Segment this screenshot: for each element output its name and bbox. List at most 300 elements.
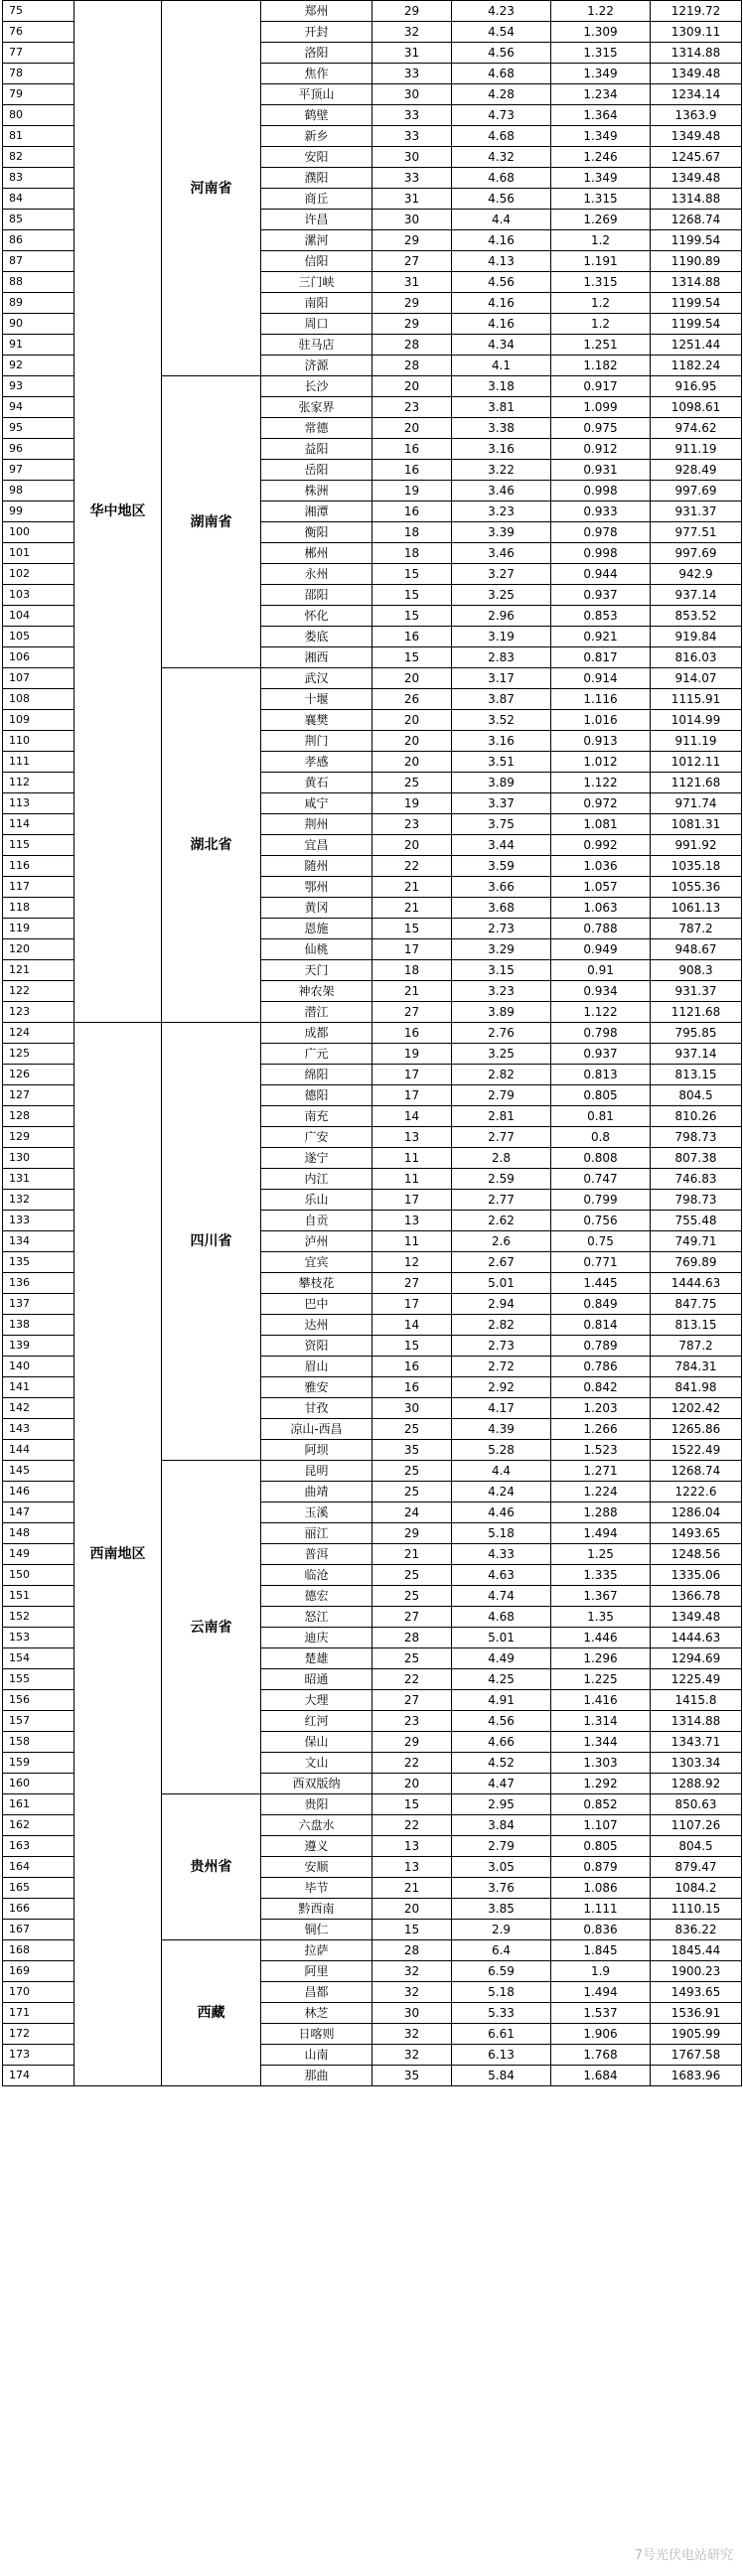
value-cell-1: 25 <box>372 1586 452 1607</box>
value-cell-3: 0.8 <box>551 1127 651 1148</box>
row-number-cell: 85 <box>3 210 74 230</box>
value-cell-1: 32 <box>372 2045 452 2066</box>
row-number-cell: 161 <box>3 1794 74 1815</box>
value-cell-3: 1.25 <box>551 1544 651 1565</box>
value-cell-3: 1.335 <box>551 1565 651 1586</box>
value-cell-2: 4.54 <box>452 22 551 43</box>
value-cell-2: 4.32 <box>452 147 551 168</box>
value-cell-1: 17 <box>372 1190 452 1211</box>
value-cell-3: 1.9 <box>551 1961 651 1982</box>
value-cell-2: 4.56 <box>452 43 551 64</box>
city-cell: 仙桃 <box>261 939 372 960</box>
value-cell-2: 3.18 <box>452 376 551 397</box>
value-cell-1: 14 <box>372 1106 452 1127</box>
value-cell-2: 2.8 <box>452 1148 551 1169</box>
row-number-cell: 149 <box>3 1544 74 1565</box>
value-cell-3: 0.808 <box>551 1148 651 1169</box>
city-cell: 湘西 <box>261 647 372 668</box>
value-cell-3: 0.817 <box>551 647 651 668</box>
value-cell-1: 33 <box>372 64 452 84</box>
city-cell: 林芝 <box>261 2003 372 2024</box>
value-cell-1: 14 <box>372 1315 452 1336</box>
row-number-cell: 106 <box>3 647 74 668</box>
city-cell: 潜江 <box>261 1002 372 1023</box>
row-number-cell: 75 <box>3 1 74 22</box>
value-cell-4: 971.74 <box>651 793 742 814</box>
row-number-cell: 128 <box>3 1106 74 1127</box>
value-cell-3: 1.349 <box>551 126 651 147</box>
value-cell-3: 1.225 <box>551 1669 651 1690</box>
value-cell-1: 12 <box>372 1252 452 1273</box>
value-cell-3: 0.937 <box>551 585 651 606</box>
city-cell: 襄樊 <box>261 710 372 731</box>
value-cell-4: 1366.78 <box>651 1586 742 1607</box>
city-cell: 毕节 <box>261 1878 372 1899</box>
row-number-cell: 162 <box>3 1815 74 1836</box>
value-cell-2: 3.51 <box>452 752 551 773</box>
value-cell-4: 850.63 <box>651 1794 742 1815</box>
value-cell-4: 804.5 <box>651 1836 742 1857</box>
value-cell-4: 937.14 <box>651 585 742 606</box>
value-cell-1: 19 <box>372 1044 452 1065</box>
value-cell-4: 1035.18 <box>651 856 742 877</box>
city-cell: 濮阳 <box>261 168 372 189</box>
value-cell-1: 33 <box>372 168 452 189</box>
value-cell-2: 2.9 <box>452 1920 551 1940</box>
value-cell-2: 2.77 <box>452 1127 551 1148</box>
value-cell-4: 1268.74 <box>651 210 742 230</box>
value-cell-3: 1.494 <box>551 1982 651 2003</box>
value-cell-4: 795.85 <box>651 1023 742 1044</box>
row-number-cell: 119 <box>3 919 74 939</box>
city-cell: 阿里 <box>261 1961 372 1982</box>
city-cell: 日喀则 <box>261 2024 372 2045</box>
row-number-cell: 127 <box>3 1085 74 1106</box>
value-cell-1: 27 <box>372 1690 452 1711</box>
value-cell-2: 2.82 <box>452 1315 551 1336</box>
value-cell-3: 0.933 <box>551 501 651 522</box>
value-cell-2: 4.73 <box>452 105 551 126</box>
value-cell-2: 4.68 <box>452 1607 551 1628</box>
value-cell-1: 26 <box>372 689 452 710</box>
value-cell-2: 5.18 <box>452 1523 551 1544</box>
row-number-cell: 111 <box>3 752 74 773</box>
value-cell-3: 1.416 <box>551 1690 651 1711</box>
value-cell-1: 29 <box>372 1 452 22</box>
value-cell-1: 29 <box>372 1732 452 1753</box>
value-cell-4: 1683.96 <box>651 2066 742 2086</box>
city-cell: 眉山 <box>261 1357 372 1377</box>
value-cell-2: 2.73 <box>452 919 551 939</box>
value-cell-3: 0.813 <box>551 1065 651 1085</box>
city-cell: 武汉 <box>261 668 372 689</box>
city-cell: 荆门 <box>261 731 372 752</box>
value-cell-2: 4.56 <box>452 189 551 210</box>
value-cell-2: 5.84 <box>452 2066 551 2086</box>
value-cell-2: 6.13 <box>452 2045 551 2066</box>
value-cell-3: 1.203 <box>551 1398 651 1419</box>
city-cell: 资阳 <box>261 1336 372 1357</box>
value-cell-3: 1.315 <box>551 272 651 293</box>
value-cell-1: 29 <box>372 230 452 251</box>
value-cell-1: 20 <box>372 1899 452 1920</box>
value-cell-3: 0.921 <box>551 627 651 647</box>
value-cell-3: 1.445 <box>551 1273 651 1294</box>
value-cell-1: 17 <box>372 1085 452 1106</box>
value-cell-2: 3.89 <box>452 773 551 793</box>
value-cell-3: 1.266 <box>551 1419 651 1440</box>
row-number-cell: 124 <box>3 1023 74 1044</box>
value-cell-2: 5.33 <box>452 2003 551 2024</box>
value-cell-4: 1288.92 <box>651 1774 742 1794</box>
row-number-cell: 107 <box>3 668 74 689</box>
row-number-cell: 174 <box>3 2066 74 2086</box>
row-number-cell: 135 <box>3 1252 74 1273</box>
value-cell-3: 0.917 <box>551 376 651 397</box>
value-cell-3: 1.116 <box>551 689 651 710</box>
value-cell-3: 1.111 <box>551 1899 651 1920</box>
row-number-cell: 146 <box>3 1482 74 1503</box>
value-cell-3: 0.849 <box>551 1294 651 1315</box>
city-cell: 宜宾 <box>261 1252 372 1273</box>
row-number-cell: 100 <box>3 522 74 543</box>
value-cell-4: 836.22 <box>651 1920 742 1940</box>
value-cell-1: 20 <box>372 752 452 773</box>
value-cell-3: 0.914 <box>551 668 651 689</box>
value-cell-3: 1.2 <box>551 314 651 335</box>
city-cell: 鹤壁 <box>261 105 372 126</box>
value-cell-2: 2.76 <box>452 1023 551 1044</box>
row-number-cell: 126 <box>3 1065 74 1085</box>
city-cell: 六盘水 <box>261 1815 372 1836</box>
province-cell: 贵州省 <box>162 1794 261 1940</box>
value-cell-4: 1303.34 <box>651 1753 742 1774</box>
value-cell-1: 23 <box>372 397 452 418</box>
value-cell-4: 1309.11 <box>651 22 742 43</box>
row-number-cell: 141 <box>3 1377 74 1398</box>
value-cell-2: 4.46 <box>452 1503 551 1523</box>
value-cell-2: 3.25 <box>452 1044 551 1065</box>
value-cell-1: 20 <box>372 731 452 752</box>
value-cell-4: 937.14 <box>651 1044 742 1065</box>
row-number-cell: 123 <box>3 1002 74 1023</box>
row-number-cell: 76 <box>3 22 74 43</box>
value-cell-1: 23 <box>372 814 452 835</box>
value-cell-1: 30 <box>372 2003 452 2024</box>
row-number-cell: 93 <box>3 376 74 397</box>
value-cell-1: 35 <box>372 1440 452 1461</box>
value-cell-4: 804.5 <box>651 1085 742 1106</box>
value-cell-3: 1.446 <box>551 1628 651 1648</box>
city-cell: 孝感 <box>261 752 372 773</box>
value-cell-4: 1294.69 <box>651 1648 742 1669</box>
value-cell-4: 974.62 <box>651 418 742 439</box>
value-cell-2: 3.25 <box>452 585 551 606</box>
value-cell-1: 25 <box>372 1461 452 1482</box>
value-cell-4: 1349.48 <box>651 64 742 84</box>
row-number-cell: 159 <box>3 1753 74 1774</box>
value-cell-1: 27 <box>372 1002 452 1023</box>
watermark: 7号光伏电站研究 <box>634 2548 733 2563</box>
value-cell-2: 4.56 <box>452 272 551 293</box>
city-cell: 德宏 <box>261 1586 372 1607</box>
city-cell: 阿坝 <box>261 1440 372 1461</box>
city-cell: 永州 <box>261 564 372 585</box>
value-cell-2: 4.1 <box>452 356 551 376</box>
city-cell: 南阳 <box>261 293 372 314</box>
value-cell-4: 997.69 <box>651 543 742 564</box>
table-row <box>3 1023 742 1044</box>
city-cell: 内江 <box>261 1169 372 1190</box>
value-cell-1: 21 <box>372 877 452 898</box>
value-cell-2: 4.68 <box>452 64 551 84</box>
row-number-cell: 167 <box>3 1920 74 1940</box>
value-cell-1: 32 <box>372 22 452 43</box>
value-cell-2: 3.59 <box>452 856 551 877</box>
value-cell-2: 2.6 <box>452 1231 551 1252</box>
value-cell-2: 4.74 <box>452 1586 551 1607</box>
value-cell-4: 1522.49 <box>651 1440 742 1461</box>
value-cell-1: 20 <box>372 710 452 731</box>
province-cell: 云南省 <box>162 1461 261 1794</box>
row-number-cell: 137 <box>3 1294 74 1315</box>
value-cell-3: 1.344 <box>551 1732 651 1753</box>
value-cell-1: 30 <box>372 84 452 105</box>
value-cell-3: 0.975 <box>551 418 651 439</box>
value-cell-3: 0.937 <box>551 1044 651 1065</box>
city-cell: 铜仁 <box>261 1920 372 1940</box>
value-cell-4: 1014.99 <box>651 710 742 731</box>
row-number-cell: 153 <box>3 1628 74 1648</box>
value-cell-1: 15 <box>372 647 452 668</box>
city-cell: 乐山 <box>261 1190 372 1211</box>
city-cell: 广元 <box>261 1044 372 1065</box>
city-cell: 恩施 <box>261 919 372 939</box>
row-number-cell: 142 <box>3 1398 74 1419</box>
value-cell-4: 1335.06 <box>651 1565 742 1586</box>
row-number-cell: 148 <box>3 1523 74 1544</box>
value-cell-3: 1.2 <box>551 230 651 251</box>
value-cell-2: 3.68 <box>452 898 551 919</box>
city-cell: 普洱 <box>261 1544 372 1565</box>
value-cell-1: 16 <box>372 1023 452 1044</box>
value-cell-1: 13 <box>372 1211 452 1231</box>
value-cell-4: 1767.58 <box>651 2045 742 2066</box>
value-cell-4: 1202.42 <box>651 1398 742 1419</box>
row-number-cell: 164 <box>3 1857 74 1878</box>
city-cell: 雅安 <box>261 1377 372 1398</box>
value-cell-1: 28 <box>372 1940 452 1961</box>
value-cell-1: 27 <box>372 1273 452 1294</box>
row-number-cell: 86 <box>3 230 74 251</box>
city-cell: 西双版纳 <box>261 1774 372 1794</box>
city-cell: 宜昌 <box>261 835 372 856</box>
city-cell: 平顶山 <box>261 84 372 105</box>
value-cell-2: 3.19 <box>452 627 551 647</box>
value-cell-4: 1314.88 <box>651 272 742 293</box>
row-number-cell: 118 <box>3 898 74 919</box>
row-number-cell: 97 <box>3 460 74 481</box>
row-number-cell: 81 <box>3 126 74 147</box>
value-cell-3: 1.016 <box>551 710 651 731</box>
row-number-cell: 105 <box>3 627 74 647</box>
row-number-cell: 131 <box>3 1169 74 1190</box>
value-cell-4: 784.31 <box>651 1357 742 1377</box>
value-cell-1: 25 <box>372 1648 452 1669</box>
value-cell-1: 18 <box>372 522 452 543</box>
value-cell-4: 1349.48 <box>651 1607 742 1628</box>
row-number-cell: 82 <box>3 147 74 168</box>
value-cell-1: 24 <box>372 1503 452 1523</box>
value-cell-3: 1.367 <box>551 1586 651 1607</box>
value-cell-2: 4.4 <box>452 1461 551 1482</box>
value-cell-4: 1905.99 <box>651 2024 742 2045</box>
value-cell-1: 13 <box>372 1127 452 1148</box>
value-cell-1: 15 <box>372 564 452 585</box>
value-cell-1: 16 <box>372 460 452 481</box>
value-cell-1: 20 <box>372 668 452 689</box>
value-cell-1: 11 <box>372 1231 452 1252</box>
city-cell: 迪庆 <box>261 1628 372 1648</box>
value-cell-3: 1.182 <box>551 356 651 376</box>
value-cell-2: 4.16 <box>452 230 551 251</box>
value-cell-4: 1314.88 <box>651 189 742 210</box>
row-number-cell: 150 <box>3 1565 74 1586</box>
value-cell-4: 1900.23 <box>651 1961 742 1982</box>
value-cell-2: 2.92 <box>452 1377 551 1398</box>
value-cell-1: 11 <box>372 1148 452 1169</box>
row-number-cell: 113 <box>3 793 74 814</box>
value-cell-3: 1.35 <box>551 1607 651 1628</box>
value-cell-1: 30 <box>372 147 452 168</box>
row-number-cell: 79 <box>3 84 74 105</box>
row-number-cell: 101 <box>3 543 74 564</box>
value-cell-2: 4.4 <box>452 210 551 230</box>
value-cell-4: 1107.26 <box>651 1815 742 1836</box>
row-number-cell: 108 <box>3 689 74 710</box>
value-cell-2: 2.67 <box>452 1252 551 1273</box>
city-cell: 十堰 <box>261 689 372 710</box>
row-number-cell: 96 <box>3 439 74 460</box>
value-cell-4: 919.84 <box>651 627 742 647</box>
value-cell-4: 1349.48 <box>651 126 742 147</box>
value-cell-3: 1.315 <box>551 189 651 210</box>
value-cell-4: 1110.15 <box>651 1899 742 1920</box>
row-number-cell: 132 <box>3 1190 74 1211</box>
city-cell: 攀枝花 <box>261 1273 372 1294</box>
value-cell-4: 991.92 <box>651 835 742 856</box>
value-cell-3: 0.788 <box>551 919 651 939</box>
row-number-cell: 133 <box>3 1211 74 1231</box>
value-cell-3: 0.91 <box>551 960 651 981</box>
row-number-cell: 139 <box>3 1336 74 1357</box>
row-number-cell: 122 <box>3 981 74 1002</box>
row-number-cell: 147 <box>3 1503 74 1523</box>
value-cell-3: 0.789 <box>551 1336 651 1357</box>
city-cell: 周口 <box>261 314 372 335</box>
value-cell-3: 0.913 <box>551 731 651 752</box>
value-cell-3: 1.251 <box>551 335 651 356</box>
value-cell-4: 1098.61 <box>651 397 742 418</box>
value-cell-3: 0.81 <box>551 1106 651 1127</box>
row-number-cell: 134 <box>3 1231 74 1252</box>
value-cell-3: 1.063 <box>551 898 651 919</box>
value-cell-2: 4.25 <box>452 1669 551 1690</box>
value-cell-3: 1.246 <box>551 147 651 168</box>
value-cell-1: 32 <box>372 2024 452 2045</box>
row-number-cell: 169 <box>3 1961 74 1982</box>
city-cell: 洛阳 <box>261 43 372 64</box>
row-number-cell: 109 <box>3 710 74 731</box>
value-cell-4: 1314.88 <box>651 43 742 64</box>
value-cell-3: 1.906 <box>551 2024 651 2045</box>
value-cell-2: 4.91 <box>452 1690 551 1711</box>
value-cell-4: 813.15 <box>651 1065 742 1085</box>
city-cell: 商丘 <box>261 189 372 210</box>
value-cell-2: 3.85 <box>452 1899 551 1920</box>
value-cell-3: 0.747 <box>551 1169 651 1190</box>
value-cell-2: 3.38 <box>452 418 551 439</box>
city-cell: 咸宁 <box>261 793 372 814</box>
city-cell: 那曲 <box>261 2066 372 2086</box>
row-number-cell: 157 <box>3 1711 74 1732</box>
value-cell-4: 1081.31 <box>651 814 742 835</box>
value-cell-2: 4.24 <box>452 1482 551 1503</box>
city-cell: 郑州 <box>261 1 372 22</box>
value-cell-3: 0.836 <box>551 1920 651 1940</box>
value-cell-3: 0.978 <box>551 522 651 543</box>
value-cell-2: 3.29 <box>452 939 551 960</box>
value-cell-4: 1199.54 <box>651 230 742 251</box>
row-number-cell: 158 <box>3 1732 74 1753</box>
value-cell-4: 997.69 <box>651 481 742 501</box>
value-cell-1: 28 <box>372 335 452 356</box>
value-cell-2: 4.68 <box>452 168 551 189</box>
value-cell-4: 769.89 <box>651 1252 742 1273</box>
value-cell-1: 21 <box>372 1544 452 1565</box>
row-number-cell: 114 <box>3 814 74 835</box>
value-cell-4: 931.37 <box>651 981 742 1002</box>
city-cell: 株洲 <box>261 481 372 501</box>
value-cell-1: 17 <box>372 1065 452 1085</box>
value-cell-4: 1248.56 <box>651 1544 742 1565</box>
value-cell-2: 2.72 <box>452 1357 551 1377</box>
row-number-cell: 104 <box>3 606 74 627</box>
city-cell: 巴中 <box>261 1294 372 1315</box>
value-cell-4: 853.52 <box>651 606 742 627</box>
city-cell: 岳阳 <box>261 460 372 481</box>
value-cell-4: 1222.6 <box>651 1482 742 1503</box>
value-cell-1: 20 <box>372 418 452 439</box>
value-cell-3: 1.107 <box>551 1815 651 1836</box>
row-number-cell: 95 <box>3 418 74 439</box>
value-cell-1: 30 <box>372 1398 452 1419</box>
value-cell-2: 3.75 <box>452 814 551 835</box>
value-cell-2: 3.39 <box>452 522 551 543</box>
value-cell-1: 29 <box>372 314 452 335</box>
value-cell-2: 4.13 <box>452 251 551 272</box>
row-number-cell: 78 <box>3 64 74 84</box>
value-cell-2: 4.28 <box>452 84 551 105</box>
row-number-cell: 92 <box>3 356 74 376</box>
value-cell-3: 1.057 <box>551 877 651 898</box>
value-cell-3: 1.288 <box>551 1503 651 1523</box>
value-cell-2: 2.83 <box>452 647 551 668</box>
value-cell-3: 1.314 <box>551 1711 651 1732</box>
city-cell: 怀化 <box>261 606 372 627</box>
city-cell: 昌都 <box>261 1982 372 2003</box>
value-cell-3: 1.036 <box>551 856 651 877</box>
